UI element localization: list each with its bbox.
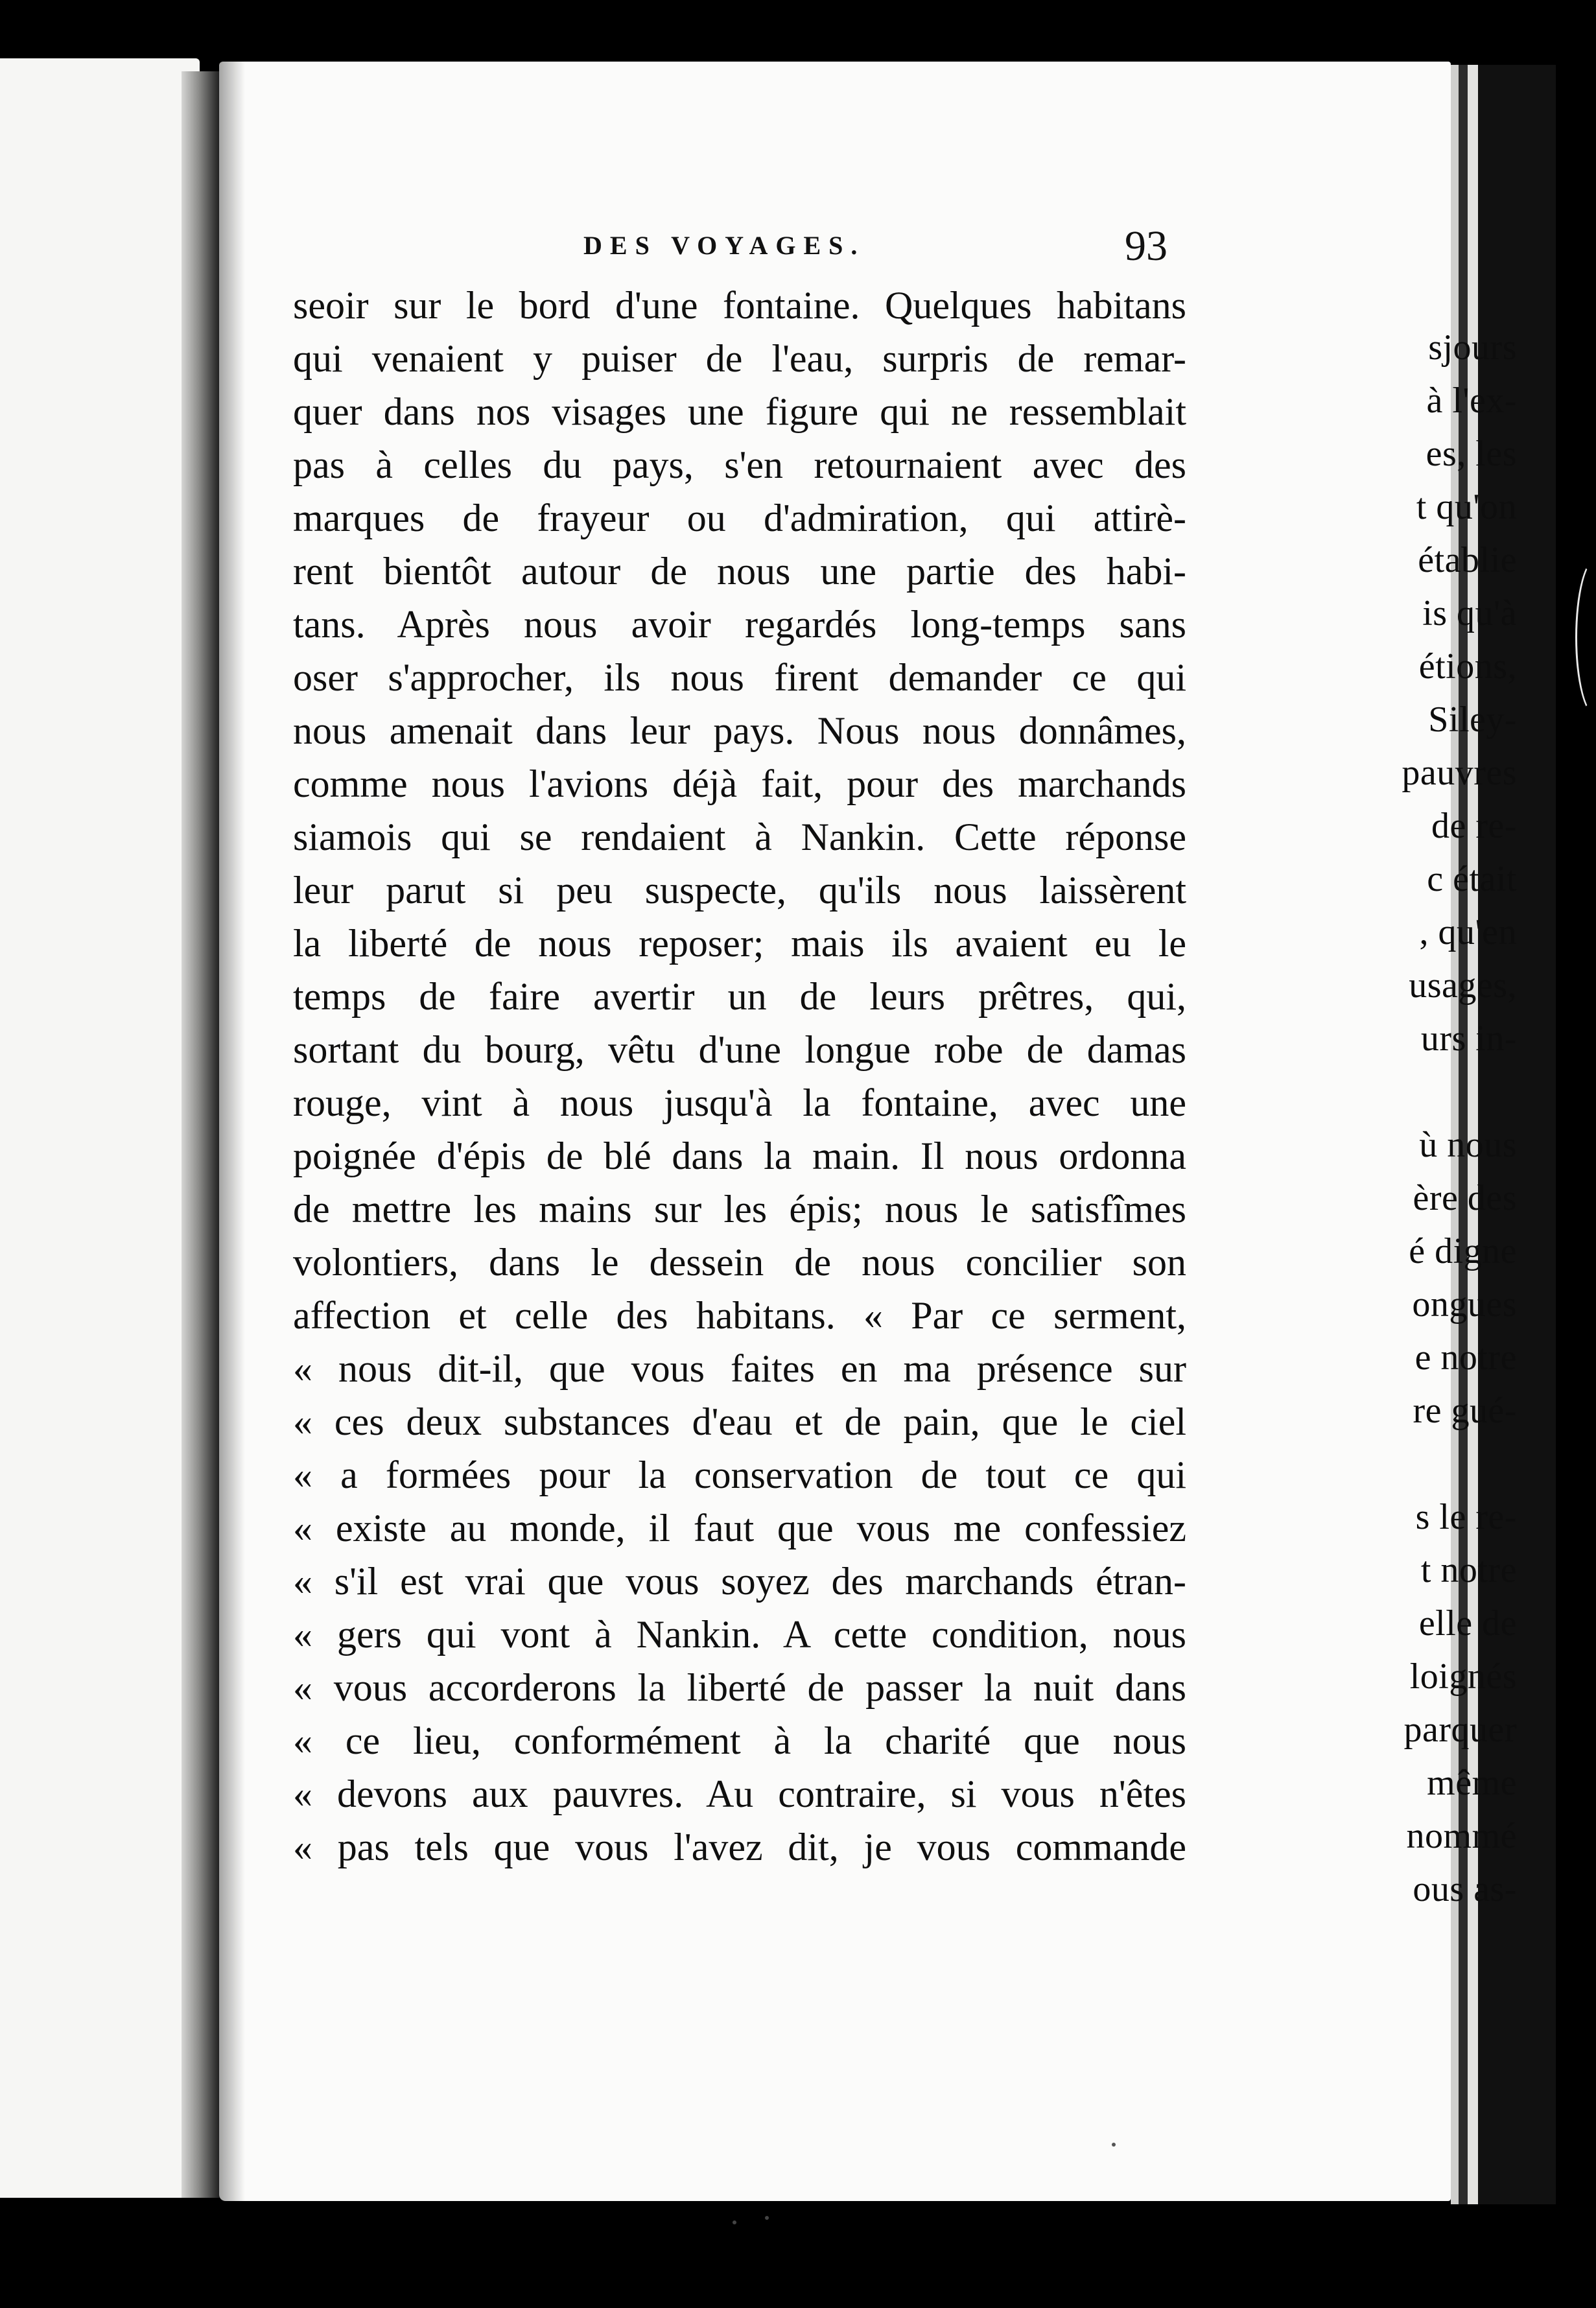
text-line: « devons aux pauvres. Au contraire, si vous n'êtes — [293, 1772, 1186, 1815]
text-line: « nous dit-il, que vous faites en ma présence sur — [293, 1347, 1186, 1390]
text-line: volontiers, dans le dessein de nous concilier son — [293, 1241, 1186, 1284]
left-text-line: t notre — [1420, 1550, 1517, 1590]
left-text-line: parquer — [1403, 1710, 1517, 1750]
left-text-line: es, les — [1426, 434, 1517, 474]
left-text-line: usages, — [1409, 965, 1517, 1006]
left-text-line: pauvres — [1402, 753, 1517, 793]
left-text-line: é digne — [1409, 1231, 1517, 1271]
text-line: nous amenait dans leur pays. Nous nous donnâmes, — [293, 709, 1186, 752]
text-line: comme nous l'avions déjà fait, pour des marchands — [293, 762, 1186, 805]
text-line: « s'il est vrai que vous soyez des marchands étran- — [293, 1560, 1186, 1603]
body-text — [293, 279, 1186, 1874]
left-text-line: établie — [1418, 540, 1517, 580]
scan-speck — [733, 2220, 736, 2224]
text-line: rouge, vint à nous jusqu'à la fontaine, avec une — [293, 1081, 1186, 1124]
left-text-line: étions, — [1418, 646, 1517, 687]
text-line: « pas tels que vous l'avez dit, je vous commande — [293, 1826, 1186, 1868]
book-gutter — [182, 71, 220, 2198]
left-text-line: même — [1427, 1763, 1517, 1803]
left-text-line — [1322, 1437, 1517, 1490]
left-text-line: , qu'en — [1419, 912, 1517, 952]
text-line: leur parut si peu suspecte, qu'ils nous laissèrent — [293, 869, 1186, 912]
text-line: temps de faire avertir un de leurs prêtres, qui, — [293, 975, 1186, 1018]
left-text-line: e notre — [1414, 1337, 1517, 1378]
left-page — [0, 58, 200, 2198]
text-line: oser s'approcher, ils nous firent demander ce qui — [293, 656, 1186, 699]
text-line: « gers qui vont à Nankin. A cette condition, nous — [293, 1613, 1186, 1656]
left-text-line: c était — [1427, 859, 1517, 899]
left-text-line: t qu'on — [1416, 487, 1517, 527]
scan-speck — [765, 2216, 769, 2220]
text-line: « ces deux substances d'eau et de pain, que le ciel — [293, 1400, 1186, 1443]
left-text-line: de re- — [1431, 806, 1517, 846]
left-text-line: is qu'à — [1422, 593, 1517, 633]
scan-artifact — [1575, 558, 1596, 717]
left-text-line: s le re- — [1415, 1497, 1517, 1537]
left-text-line: sjours — [1428, 327, 1517, 368]
left-text-line: elle de — [1418, 1603, 1517, 1643]
text-line: « ce lieu, conformément à la charité que nous — [293, 1719, 1186, 1762]
text-line: quer dans nos visages une figure qui ne ressemblait — [293, 390, 1186, 433]
left-text-line: ongues — [1412, 1284, 1517, 1325]
left-page-text — [1322, 321, 1517, 1916]
text-line: tans. Après nous avoir regardés long-temps sans — [293, 603, 1186, 646]
text-line: poignée d'épis de blé dans la main. Il nous ordonna — [293, 1135, 1186, 1177]
left-text-line: ous as- — [1413, 1869, 1517, 1909]
left-text-line — [1322, 1065, 1517, 1118]
left-text-line: ù nous — [1419, 1125, 1517, 1165]
text-line: la liberté de nous reposer; mais ils avaient eu le — [293, 922, 1186, 965]
page-number: 93 — [1125, 222, 1168, 270]
text-line: sortant du bourg, vêtu d'une longue robe de damas — [293, 1028, 1186, 1071]
running-head: DES VOYAGES. — [583, 231, 865, 260]
left-text-line: ère des — [1413, 1178, 1517, 1218]
scan-speck — [1112, 2143, 1116, 2147]
text-line: seoir sur le bord d'une fontaine. Quelques habitans — [293, 284, 1186, 327]
text-line: de mettre les mains sur les épis; nous le satisfîmes — [293, 1188, 1186, 1231]
text-line: marques de frayeur ou d'admiration, qui attirè- — [293, 497, 1186, 539]
text-line: « a formées pour la conservation de tout ce qui — [293, 1454, 1186, 1496]
text-line: pas à celles du pays, s'en retournaient avec des — [293, 443, 1186, 486]
text-line: affection et celle des habitans. « Par ce serment, — [293, 1294, 1186, 1337]
gutter-shadow — [219, 62, 245, 2201]
text-line: rent bientôt autour de nous une partie des habi- — [293, 550, 1186, 593]
left-text-line: re gué- — [1413, 1391, 1517, 1431]
text-line: qui venaient y puiser de l'eau, surpris de remar- — [293, 337, 1186, 380]
text-line: siamois qui se rendaient à Nankin. Cette réponse — [293, 816, 1186, 858]
left-text-line: nommé — [1406, 1816, 1517, 1856]
left-text-line: Siley- — [1428, 700, 1517, 740]
text-line: « vous accorderons la liberté de passer la nuit dans — [293, 1666, 1186, 1709]
text-line: « existe au monde, il faut que vous me confessiez — [293, 1507, 1186, 1549]
left-text-line: loignés — [1409, 1656, 1517, 1697]
left-text-line: à l'ex- — [1426, 381, 1517, 421]
left-text-line: urs in- — [1420, 1019, 1517, 1059]
